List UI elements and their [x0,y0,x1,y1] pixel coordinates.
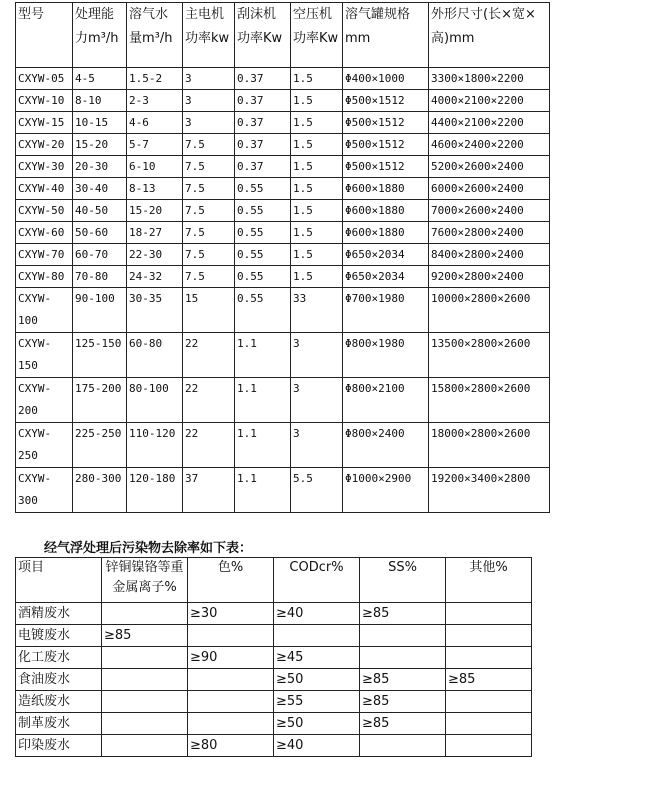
wastewater-type-cell: 制革废水 [16,713,102,735]
spec-cell: 1.1 [235,378,291,423]
wastewater-type-cell: 食油废水 [16,669,102,691]
removal-rate-cell [446,603,532,625]
spec-cell: Φ800×1980 [343,333,429,378]
model-cell: CXYW-70 [16,244,73,266]
spec-row [16,423,550,468]
removal-header-cell: 项目 [16,558,102,603]
removal-rate-cell: ≥85 [360,669,446,691]
removal-rate-cell [446,647,532,669]
spec-cell: 0.55 [235,288,291,333]
model-cell: CXYW-30 [16,156,73,178]
spec-cell: 5-7 [127,134,183,156]
spec-row [16,244,550,266]
spec-cell: 7.5 [183,134,235,156]
model-cell: CXYW-200 [16,378,73,423]
spec-cell: 1.5 [291,244,343,266]
spec-row [16,134,550,156]
removal-rate-cell [102,713,188,735]
spec-header-cell: 刮沫机功率Kw [235,3,291,68]
removal-row [16,625,532,647]
model-cell: CXYW-10 [16,90,73,112]
spec-cell: 7.5 [183,178,235,200]
spec-cell: 280-300 [73,468,127,513]
spec-cell: 4400×2100×2200 [429,112,550,134]
spec-cell: Φ800×2100 [343,378,429,423]
spec-cell: 1.5 [291,112,343,134]
spec-cell: 18-27 [127,222,183,244]
removal-rate-cell: ≥85 [360,691,446,713]
spec-header-row [16,3,550,68]
spec-cell: 15-20 [127,200,183,222]
removal-row [16,647,532,669]
spec-cell: 4000×2100×2200 [429,90,550,112]
spec-header-cell: 溶气罐规格mm [343,3,429,68]
removal-rate-cell [102,691,188,713]
model-cell: CXYW-150 [16,333,73,378]
spec-cell: Φ500×1512 [343,112,429,134]
removal-rate-cell [446,735,532,757]
spec-cell: 0.55 [235,178,291,200]
removal-rate-cell [102,669,188,691]
spec-cell: Φ500×1512 [343,156,429,178]
removal-header-cell: 锌铜镍铬等重金属离子% [102,558,188,603]
removal-rate-cell: ≥50 [274,669,360,691]
wastewater-type-cell: 印染废水 [16,735,102,757]
spec-cell: 0.37 [235,134,291,156]
removal-rate-cell: ≥45 [274,647,360,669]
spec-header-cell: 溶气水量m³/h [127,3,183,68]
spec-cell: 0.37 [235,112,291,134]
removal-rate-cell [446,691,532,713]
spec-cell: 1.5 [291,90,343,112]
removal-rate-cell [188,669,274,691]
spec-cell: 30-35 [127,288,183,333]
wastewater-type-cell: 酒精废水 [16,603,102,625]
spec-cell: 0.37 [235,156,291,178]
removal-rate-cell: ≥40 [274,735,360,757]
spec-cell: 3300×1800×2200 [429,68,550,90]
spec-row [16,222,550,244]
spec-row [16,90,550,112]
spec-cell: 1.5 [291,156,343,178]
model-cell: CXYW-80 [16,266,73,288]
spec-row [16,266,550,288]
spec-cell: 6000×2600×2400 [429,178,550,200]
removal-rate-cell [102,647,188,669]
removal-rate-table [15,557,532,757]
model-cell: CXYW-100 [16,288,73,333]
spec-header-cell: 处理能力m³/h [73,3,127,68]
spec-cell: 15800×2800×2600 [429,378,550,423]
spec-cell: 7.5 [183,244,235,266]
spec-row [16,156,550,178]
removal-row [16,713,532,735]
spec-cell: Φ600×1880 [343,178,429,200]
removal-rate-cell [360,625,446,647]
spec-cell: 90-100 [73,288,127,333]
spec-cell: 8-10 [73,90,127,112]
model-cell: CXYW-05 [16,68,73,90]
spec-cell: Φ400×1000 [343,68,429,90]
removal-rate-cell: ≥90 [188,647,274,669]
spec-header-cell: 空压机功率Kw [291,3,343,68]
spec-cell: 0.55 [235,222,291,244]
spec-cell: 175-200 [73,378,127,423]
spec-row [16,112,550,134]
spec-cell: 6-10 [127,156,183,178]
spec-table [15,2,550,513]
spec-cell: 0.37 [235,90,291,112]
model-cell: CXYW-300 [16,468,73,513]
removal-rate-cell [360,735,446,757]
spec-cell: 1.5 [291,266,343,288]
spec-cell: 22 [183,333,235,378]
removal-rate-cell: ≥50 [274,713,360,735]
removal-rate-cell [446,713,532,735]
removal-rate-cell: ≥55 [274,691,360,713]
wastewater-type-cell: 化工废水 [16,647,102,669]
spec-cell: Φ500×1512 [343,90,429,112]
removal-rate-cell: ≥30 [188,603,274,625]
spec-row [16,68,550,90]
spec-cell: 3 [291,423,343,468]
spec-cell: 15 [183,288,235,333]
spec-cell: 0.55 [235,266,291,288]
spec-row [16,178,550,200]
removal-rate-cell [360,647,446,669]
spec-cell: 7000×2600×2400 [429,200,550,222]
spec-cell: 1.5 [291,222,343,244]
removal-header-row [16,558,532,603]
spec-header-cell: 型号 [16,3,73,68]
spec-cell: 18000×2800×2600 [429,423,550,468]
spec-row [16,468,550,513]
removal-rate-cell [188,691,274,713]
spec-row [16,288,550,333]
spec-cell: 60-80 [127,333,183,378]
spec-cell: 1.1 [235,468,291,513]
removal-rate-cell [102,603,188,625]
spec-cell: 8400×2800×2400 [429,244,550,266]
spec-cell: 37 [183,468,235,513]
spec-header-cell: 主电机功率kw [183,3,235,68]
removal-rate-cell [188,625,274,647]
spec-cell: 4-6 [127,112,183,134]
spec-cell: Φ1000×2900 [343,468,429,513]
spec-cell: 225-250 [73,423,127,468]
wastewater-type-cell: 造纸废水 [16,691,102,713]
spec-cell: 125-150 [73,333,127,378]
spec-cell: 10-15 [73,112,127,134]
spec-cell: 1.5 [291,134,343,156]
removal-rate-cell: ≥85 [446,669,532,691]
spec-cell: Φ800×2400 [343,423,429,468]
wastewater-type-cell: 电镀废水 [16,625,102,647]
spec-cell: 3 [183,90,235,112]
spec-cell: 5.5 [291,468,343,513]
spec-cell: 7.5 [183,266,235,288]
removal-rate-cell [274,625,360,647]
model-cell: CXYW-50 [16,200,73,222]
model-cell: CXYW-20 [16,134,73,156]
spec-cell: Φ650×2034 [343,244,429,266]
spec-cell: 7.5 [183,222,235,244]
model-cell: CXYW-40 [16,178,73,200]
removal-header-cell: 色% [188,558,274,603]
spec-cell: 5200×2600×2400 [429,156,550,178]
removal-header-cell: SS% [360,558,446,603]
spec-cell: 70-80 [73,266,127,288]
spec-cell: 22-30 [127,244,183,266]
spec-row [16,333,550,378]
spec-cell: 1.5 [291,178,343,200]
spec-cell: Φ600×1880 [343,200,429,222]
spec-cell: 0.55 [235,244,291,266]
spec-cell: 7600×2800×2400 [429,222,550,244]
spec-cell: Φ650×2034 [343,266,429,288]
spec-cell: 24-32 [127,266,183,288]
spec-cell: 80-100 [127,378,183,423]
removal-rate-cell: ≥40 [274,603,360,625]
removal-rate-cell: ≥85 [102,625,188,647]
spec-cell: 0.55 [235,200,291,222]
spec-cell: 40-50 [73,200,127,222]
spec-cell: 3 [291,378,343,423]
spec-cell: 8-13 [127,178,183,200]
spec-cell: 19200×3400×2800 [429,468,550,513]
spec-cell: 1.5 [291,200,343,222]
removal-row [16,691,532,713]
removal-rate-cell [102,735,188,757]
model-cell: CXYW-250 [16,423,73,468]
spec-cell: Φ500×1512 [343,134,429,156]
spec-cell: 15-20 [73,134,127,156]
spec-cell: 60-70 [73,244,127,266]
spec-cell: 3 [291,333,343,378]
removal-header-cell: CODcr% [274,558,360,603]
removal-row [16,669,532,691]
spec-cell: 10000×2800×2600 [429,288,550,333]
spec-cell: 1.5-2 [127,68,183,90]
spec-cell: 120-180 [127,468,183,513]
spec-cell: Φ700×1980 [343,288,429,333]
spec-header-cell: 外形尺寸(长×宽×高)mm [429,3,550,68]
spec-row [16,378,550,423]
removal-row [16,603,532,625]
model-cell: CXYW-15 [16,112,73,134]
spec-cell: 1.1 [235,333,291,378]
spec-cell: 22 [183,378,235,423]
spec-cell: Φ600×1880 [343,222,429,244]
spec-cell: 22 [183,423,235,468]
spec-cell: 30-40 [73,178,127,200]
spec-cell: 4600×2400×2200 [429,134,550,156]
spec-cell: 3 [183,112,235,134]
removal-row [16,735,532,757]
spec-cell: 1.5 [291,68,343,90]
spec-cell: 0.37 [235,68,291,90]
removal-rate-cell [446,625,532,647]
spec-cell: 9200×2800×2400 [429,266,550,288]
spec-cell: 3 [183,68,235,90]
removal-rate-cell: ≥80 [188,735,274,757]
spec-cell: 33 [291,288,343,333]
spec-row [16,200,550,222]
spec-cell: 1.1 [235,423,291,468]
removal-header-cell: 其他% [446,558,532,603]
spec-cell: 20-30 [73,156,127,178]
spec-cell: 13500×2800×2600 [429,333,550,378]
removal-rate-cell [188,713,274,735]
spec-cell: 7.5 [183,156,235,178]
removal-table-caption: 经气浮处理后污染物去除率如下表： [44,541,253,556]
spec-cell: 50-60 [73,222,127,244]
model-cell: CXYW-60 [16,222,73,244]
spec-cell: 2-3 [127,90,183,112]
removal-rate-cell: ≥85 [360,713,446,735]
spec-cell: 7.5 [183,200,235,222]
spec-cell: 4-5 [73,68,127,90]
spec-cell: 110-120 [127,423,183,468]
removal-rate-cell: ≥85 [360,603,446,625]
